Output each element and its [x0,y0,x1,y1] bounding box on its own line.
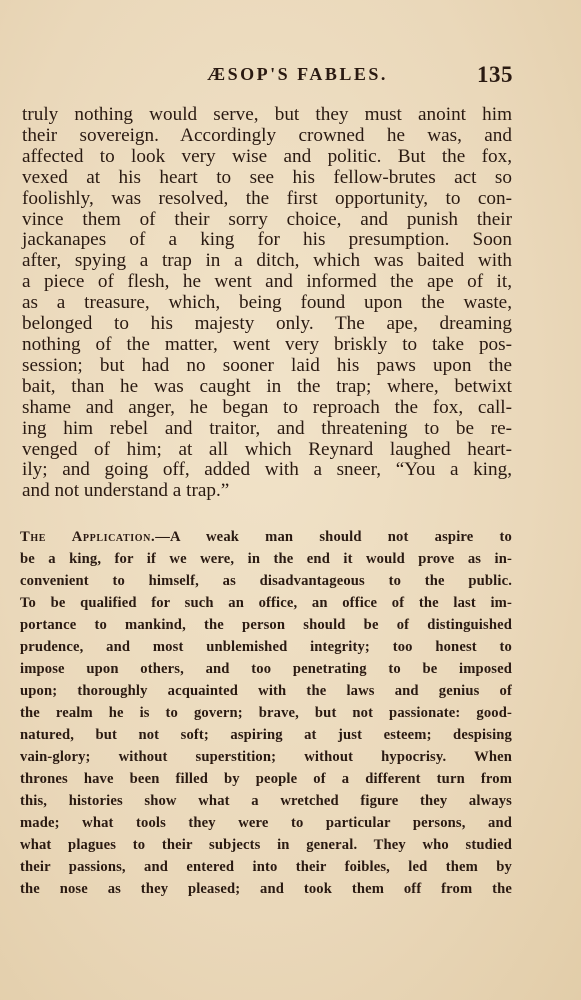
fable-line: as a treasure, which, being found upon the waste, [22,292,512,314]
fable-line: a piece of flesh, he went and informed the ape of it, [22,271,512,293]
fable-line: venged of him; at all which Reynard laughed heart- [22,438,512,460]
application-line: vain-glory; without superstition; without hypocrisy. When [20,749,512,765]
application-heading: The Application. [20,529,156,545]
running-title: ÆSOP'S FABLES. [207,64,388,84]
fable-line: vexed at his heart to see his fellow-brutes act so [22,166,512,188]
application-line: To be qualified for such an office, an office of the last im- [20,595,512,611]
fable-line: foolishly, was resolved, the first opportunity, to con- [22,187,512,209]
application-line: what plagues to their subjects in general. They who studied [20,837,512,853]
fable-line: after, spying a trap in a ditch, which was baited with [22,250,512,272]
application-line: prudence, and most unblemished integrity; too honest to [20,639,512,655]
fable-line: affected to look very wise and politic. But the fox, [22,145,512,167]
application-line: natured, but not soft; aspiring at just esteem; despising [20,727,512,743]
fable-line: ily; and going off, added with a sneer, “You a king, [22,459,512,481]
fable-line: shame and anger, he began to reproach the fox, call- [22,396,512,418]
fable-line: jackanapes of a king for his presumption. Soon [22,229,512,251]
fable-line: truly nothing would serve, but they must anoint him [22,104,512,125]
application-line: impose upon others, and too penetrating to be imposed [20,661,512,677]
application-line: made; what tools they were to particular persons, and [20,815,512,831]
fable-line: session; but had no sooner laid his paws upon the [22,354,512,376]
fable-line: ing him rebel and traitor, and threatening to be re- [22,417,512,439]
fable-line: nothing of the matter, went very briskly to take pos- [22,333,512,355]
application-line: be a king, for if we were, in the end it would prove as in- [20,551,512,567]
application-line: their passions, and entered into their foibles, led them by [20,859,512,875]
application-line: this, histories show what a wretched figure they always [20,793,512,809]
application-line: upon; thoroughly acquainted with the laws and genius of [20,683,512,699]
application-line: —A weak man should not aspire to [155,529,513,545]
page-header [0,62,581,92]
fable-text [22,105,512,502]
fable-line: their sovereign. Accordingly crowned he was, and [22,124,512,146]
page-number: 135 [477,62,513,87]
application-line: convenient to himself, as disadvantageous to the public. [20,573,512,589]
application-line: portance to mankind, the person should be of distinguished [20,617,512,633]
fable-line: and not understand a trap.” [22,480,230,502]
application-line: the realm he is to govern; brave, but not passionate: good- [20,705,512,721]
application-line: the nose as they pleased; and took them off from the [20,881,512,897]
fable-line: bait, than he was caught in the trap; where, betwixt [22,375,512,397]
application-line: thrones have been filled by people of a different turn from [20,771,512,787]
fable-line: belonged to his majesty only. The ape, dreaming [22,313,512,335]
application-paragraph [20,526,512,900]
fable-line: vince them of their sorry choice, and punish their [22,208,512,230]
application-first-line [20,526,512,548]
